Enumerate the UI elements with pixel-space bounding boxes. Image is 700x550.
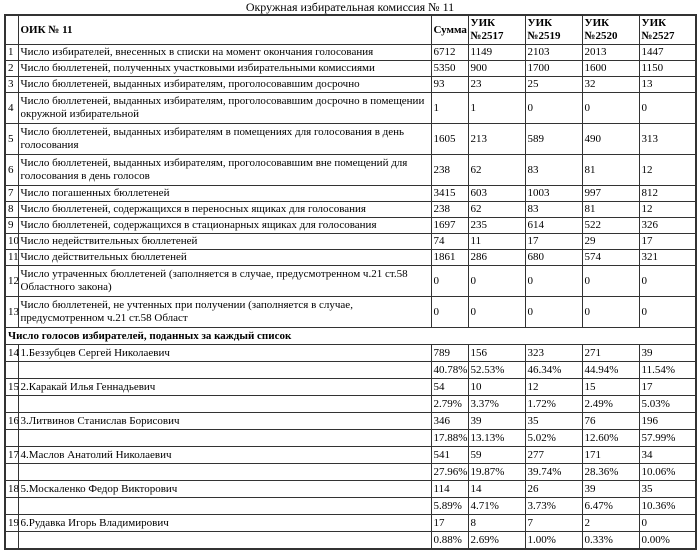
candidate-name: 1.Беззубцев Сергей Николаевич — [18, 345, 431, 362]
percent-cell: 1.72% — [525, 396, 582, 413]
row-number: 1 — [5, 45, 18, 61]
candidate-name: 3.Литвинов Станислав Борисович — [18, 413, 431, 430]
value-cell: 1600 — [582, 61, 639, 77]
candidate-name: 2.Каракай Илья Геннадьевич — [18, 379, 431, 396]
table-row — [5, 61, 696, 77]
votes-cell: 35 — [525, 413, 582, 430]
percent-cell: 17.88% — [431, 430, 468, 447]
votes-cell: 15 — [582, 379, 639, 396]
value-cell: 0 — [639, 93, 696, 124]
votes-cell: 54 — [431, 379, 468, 396]
value-cell: 1 — [468, 93, 525, 124]
percent-cell: 11.54% — [639, 362, 696, 379]
row-label: Число бюллетеней, не учтенных при получении (заполняется в случае, предусмотренном ч.21 ст.58 Област — [18, 297, 431, 328]
votes-cell: 171 — [582, 447, 639, 464]
votes-cell: 17 — [639, 379, 696, 396]
row-label: Число бюллетеней, выданных избирателям, проголосовавшим досрочно в помещении окружной избирательной — [18, 93, 431, 124]
candidate-name-empty — [18, 430, 431, 447]
row-number: 17 — [5, 447, 18, 464]
percent-cell: 2.69% — [468, 532, 525, 550]
value-cell: 2103 — [525, 45, 582, 61]
table-row — [5, 218, 696, 234]
votes-cell: 26 — [525, 481, 582, 498]
percent-cell: 39.74% — [525, 464, 582, 481]
value-cell: 0 — [582, 297, 639, 328]
table-body — [5, 45, 696, 550]
row-number: 18 — [5, 481, 18, 498]
value-cell: 238 — [431, 202, 468, 218]
value-cell: 83 — [525, 202, 582, 218]
percent-cell: 2.49% — [582, 396, 639, 413]
row-number: 10 — [5, 234, 18, 250]
row-number-empty — [5, 498, 18, 515]
row-number: 12 — [5, 266, 18, 297]
votes-cell: 17 — [431, 515, 468, 532]
value-cell: 213 — [468, 124, 525, 155]
candidate-name: 4.Маслов Анатолий Николаевич — [18, 447, 431, 464]
header-uik-2517: УИК №2517 — [468, 15, 525, 45]
candidate-percent-row — [5, 362, 696, 379]
percent-cell: 3.37% — [468, 396, 525, 413]
value-cell: 12 — [639, 202, 696, 218]
votes-cell: 34 — [639, 447, 696, 464]
section-header: Число голосов избирателей, поданных за каждый список — [5, 328, 696, 345]
candidate-name-empty — [18, 532, 431, 550]
value-cell: 490 — [582, 124, 639, 155]
candidate-name: 5.Москаленко Федор Викторович — [18, 481, 431, 498]
percent-cell: 12.60% — [582, 430, 639, 447]
votes-cell: 196 — [639, 413, 696, 430]
value-cell: 0 — [525, 266, 582, 297]
votes-cell: 39 — [468, 413, 525, 430]
value-cell: 900 — [468, 61, 525, 77]
value-cell: 0 — [582, 93, 639, 124]
value-cell: 5350 — [431, 61, 468, 77]
header-uik-2520: УИК №2520 — [582, 15, 639, 45]
value-cell: 0 — [468, 297, 525, 328]
percent-cell: 6.47% — [582, 498, 639, 515]
candidate-row — [5, 515, 696, 532]
header-uik-2519: УИК №2519 — [525, 15, 582, 45]
votes-cell: 8 — [468, 515, 525, 532]
value-cell: 62 — [468, 202, 525, 218]
value-cell: 0 — [639, 266, 696, 297]
value-cell: 1697 — [431, 218, 468, 234]
votes-cell: 346 — [431, 413, 468, 430]
value-cell: 74 — [431, 234, 468, 250]
value-cell: 321 — [639, 250, 696, 266]
value-cell: 812 — [639, 186, 696, 202]
table-row — [5, 45, 696, 61]
value-cell: 93 — [431, 77, 468, 93]
votes-cell: 277 — [525, 447, 582, 464]
candidate-row — [5, 413, 696, 430]
votes-cell: 323 — [525, 345, 582, 362]
value-cell: 17 — [639, 234, 696, 250]
table-row — [5, 250, 696, 266]
table-row — [5, 297, 696, 328]
row-label: Число погашенных бюллетеней — [18, 186, 431, 202]
value-cell: 83 — [525, 155, 582, 186]
votes-cell: 39 — [639, 345, 696, 362]
value-cell: 589 — [525, 124, 582, 155]
row-number-empty — [5, 532, 18, 550]
candidate-row — [5, 481, 696, 498]
votes-cell: 271 — [582, 345, 639, 362]
value-cell: 1150 — [639, 61, 696, 77]
value-cell: 574 — [582, 250, 639, 266]
percent-cell: 28.36% — [582, 464, 639, 481]
candidate-row — [5, 345, 696, 362]
row-label: Число действительных бюллетеней — [18, 250, 431, 266]
value-cell: 603 — [468, 186, 525, 202]
percent-cell: 5.02% — [525, 430, 582, 447]
corner-cell — [5, 15, 18, 45]
row-number: 8 — [5, 202, 18, 218]
value-cell: 0 — [582, 266, 639, 297]
votes-cell: 541 — [431, 447, 468, 464]
percent-cell: 5.03% — [639, 396, 696, 413]
votes-cell: 789 — [431, 345, 468, 362]
candidate-name-empty — [18, 464, 431, 481]
header-row — [5, 15, 696, 45]
percent-cell: 19.87% — [468, 464, 525, 481]
row-number-empty — [5, 430, 18, 447]
value-cell: 23 — [468, 77, 525, 93]
row-number: 4 — [5, 93, 18, 124]
percent-cell: 3.73% — [525, 498, 582, 515]
value-cell: 522 — [582, 218, 639, 234]
row-label: Число бюллетеней, полученных участковыми избирательными комиссиями — [18, 61, 431, 77]
candidate-percent-row — [5, 430, 696, 447]
value-cell: 1003 — [525, 186, 582, 202]
header-sum: Сумма — [431, 15, 468, 45]
table-row — [5, 124, 696, 155]
value-cell: 0 — [468, 266, 525, 297]
row-label: Число недействительных бюллетеней — [18, 234, 431, 250]
value-cell: 3415 — [431, 186, 468, 202]
value-cell: 2013 — [582, 45, 639, 61]
row-number: 11 — [5, 250, 18, 266]
value-cell: 17 — [525, 234, 582, 250]
percent-cell: 40.78% — [431, 362, 468, 379]
results-table — [4, 14, 697, 550]
candidate-row — [5, 447, 696, 464]
value-cell: 326 — [639, 218, 696, 234]
row-label: Число бюллетеней, выданных избирателям в помещениях для голосования в день голосования — [18, 124, 431, 155]
percent-cell: 4.71% — [468, 498, 525, 515]
row-number: 7 — [5, 186, 18, 202]
votes-cell: 14 — [468, 481, 525, 498]
row-number-empty — [5, 464, 18, 481]
value-cell: 11 — [468, 234, 525, 250]
table-row — [5, 266, 696, 297]
percent-cell: 0.00% — [639, 532, 696, 550]
value-cell: 29 — [582, 234, 639, 250]
value-cell: 286 — [468, 250, 525, 266]
value-cell: 614 — [525, 218, 582, 234]
percent-cell: 57.99% — [639, 430, 696, 447]
value-cell: 81 — [582, 155, 639, 186]
row-number-empty — [5, 396, 18, 413]
candidate-name-empty — [18, 498, 431, 515]
candidate-name: 6.Рудавка Игорь Владимирович — [18, 515, 431, 532]
value-cell: 1 — [431, 93, 468, 124]
percent-cell: 44.94% — [582, 362, 639, 379]
table-row — [5, 93, 696, 124]
value-cell: 81 — [582, 202, 639, 218]
value-cell: 0 — [431, 297, 468, 328]
row-label: Число избирателей, внесенных в списки на момент окончания голосования — [18, 45, 431, 61]
row-number: 6 — [5, 155, 18, 186]
row-number: 14 — [5, 345, 18, 362]
value-cell: 0 — [525, 297, 582, 328]
row-number: 19 — [5, 515, 18, 532]
row-number: 5 — [5, 124, 18, 155]
percent-cell: 10.36% — [639, 498, 696, 515]
value-cell: 1447 — [639, 45, 696, 61]
header-uik-2527: УИК №2527 — [639, 15, 696, 45]
votes-cell: 114 — [431, 481, 468, 498]
row-label: Число бюллетеней, выданных избирателям, проголосовавшим вне помещений для голосования в день голосов — [18, 155, 431, 186]
candidate-percent-row — [5, 498, 696, 515]
percent-cell: 27.96% — [431, 464, 468, 481]
table-row — [5, 77, 696, 93]
votes-cell: 7 — [525, 515, 582, 532]
percent-cell: 52.53% — [468, 362, 525, 379]
percent-cell: 46.34% — [525, 362, 582, 379]
row-number: 9 — [5, 218, 18, 234]
value-cell: 235 — [468, 218, 525, 234]
row-number-empty — [5, 362, 18, 379]
page-title: Окружная избирательная комиссия № 11 — [245, 0, 455, 14]
value-cell: 25 — [525, 77, 582, 93]
row-label: Число бюллетеней, содержащихся в стационарных ящиках для голосования — [18, 218, 431, 234]
table-row — [5, 234, 696, 250]
row-label: Число утраченных бюллетеней (заполняется в случае, предусмотренном ч.21 ст.58 Областного закона) — [18, 266, 431, 297]
row-label: Число бюллетеней, содержащихся в переносных ящиках для голосования — [18, 202, 431, 218]
candidate-percent-row — [5, 464, 696, 481]
header-oik: ОИК № 11 — [18, 15, 431, 45]
percent-cell: 0.88% — [431, 532, 468, 550]
value-cell: 62 — [468, 155, 525, 186]
value-cell: 13 — [639, 77, 696, 93]
percent-cell: 5.89% — [431, 498, 468, 515]
value-cell: 680 — [525, 250, 582, 266]
votes-cell: 35 — [639, 481, 696, 498]
votes-cell: 2 — [582, 515, 639, 532]
value-cell: 0 — [639, 297, 696, 328]
value-cell: 1149 — [468, 45, 525, 61]
table-row — [5, 186, 696, 202]
section-header-row — [5, 328, 696, 345]
votes-cell: 59 — [468, 447, 525, 464]
percent-cell: 2.79% — [431, 396, 468, 413]
value-cell: 0 — [431, 266, 468, 297]
value-cell: 997 — [582, 186, 639, 202]
row-number: 15 — [5, 379, 18, 396]
value-cell: 1605 — [431, 124, 468, 155]
percent-cell: 13.13% — [468, 430, 525, 447]
row-number: 13 — [5, 297, 18, 328]
candidate-name-empty — [18, 396, 431, 413]
candidate-row — [5, 379, 696, 396]
value-cell: 32 — [582, 77, 639, 93]
candidate-percent-row — [5, 532, 696, 550]
value-cell: 1861 — [431, 250, 468, 266]
value-cell: 0 — [525, 93, 582, 124]
percent-cell: 10.06% — [639, 464, 696, 481]
percent-cell: 1.00% — [525, 532, 582, 550]
votes-cell: 156 — [468, 345, 525, 362]
table-row — [5, 202, 696, 218]
row-number: 16 — [5, 413, 18, 430]
value-cell: 313 — [639, 124, 696, 155]
table-row — [5, 155, 696, 186]
value-cell: 12 — [639, 155, 696, 186]
row-number: 3 — [5, 77, 18, 93]
votes-cell: 12 — [525, 379, 582, 396]
votes-cell: 39 — [582, 481, 639, 498]
value-cell: 238 — [431, 155, 468, 186]
row-number: 2 — [5, 61, 18, 77]
row-label: Число бюллетеней, выданных избирателям, проголосовавшим досрочно — [18, 77, 431, 93]
value-cell: 6712 — [431, 45, 468, 61]
percent-cell: 0.33% — [582, 532, 639, 550]
candidate-percent-row — [5, 396, 696, 413]
candidate-name-empty — [18, 362, 431, 379]
votes-cell: 76 — [582, 413, 639, 430]
value-cell: 1700 — [525, 61, 582, 77]
votes-cell: 10 — [468, 379, 525, 396]
votes-cell: 0 — [639, 515, 696, 532]
